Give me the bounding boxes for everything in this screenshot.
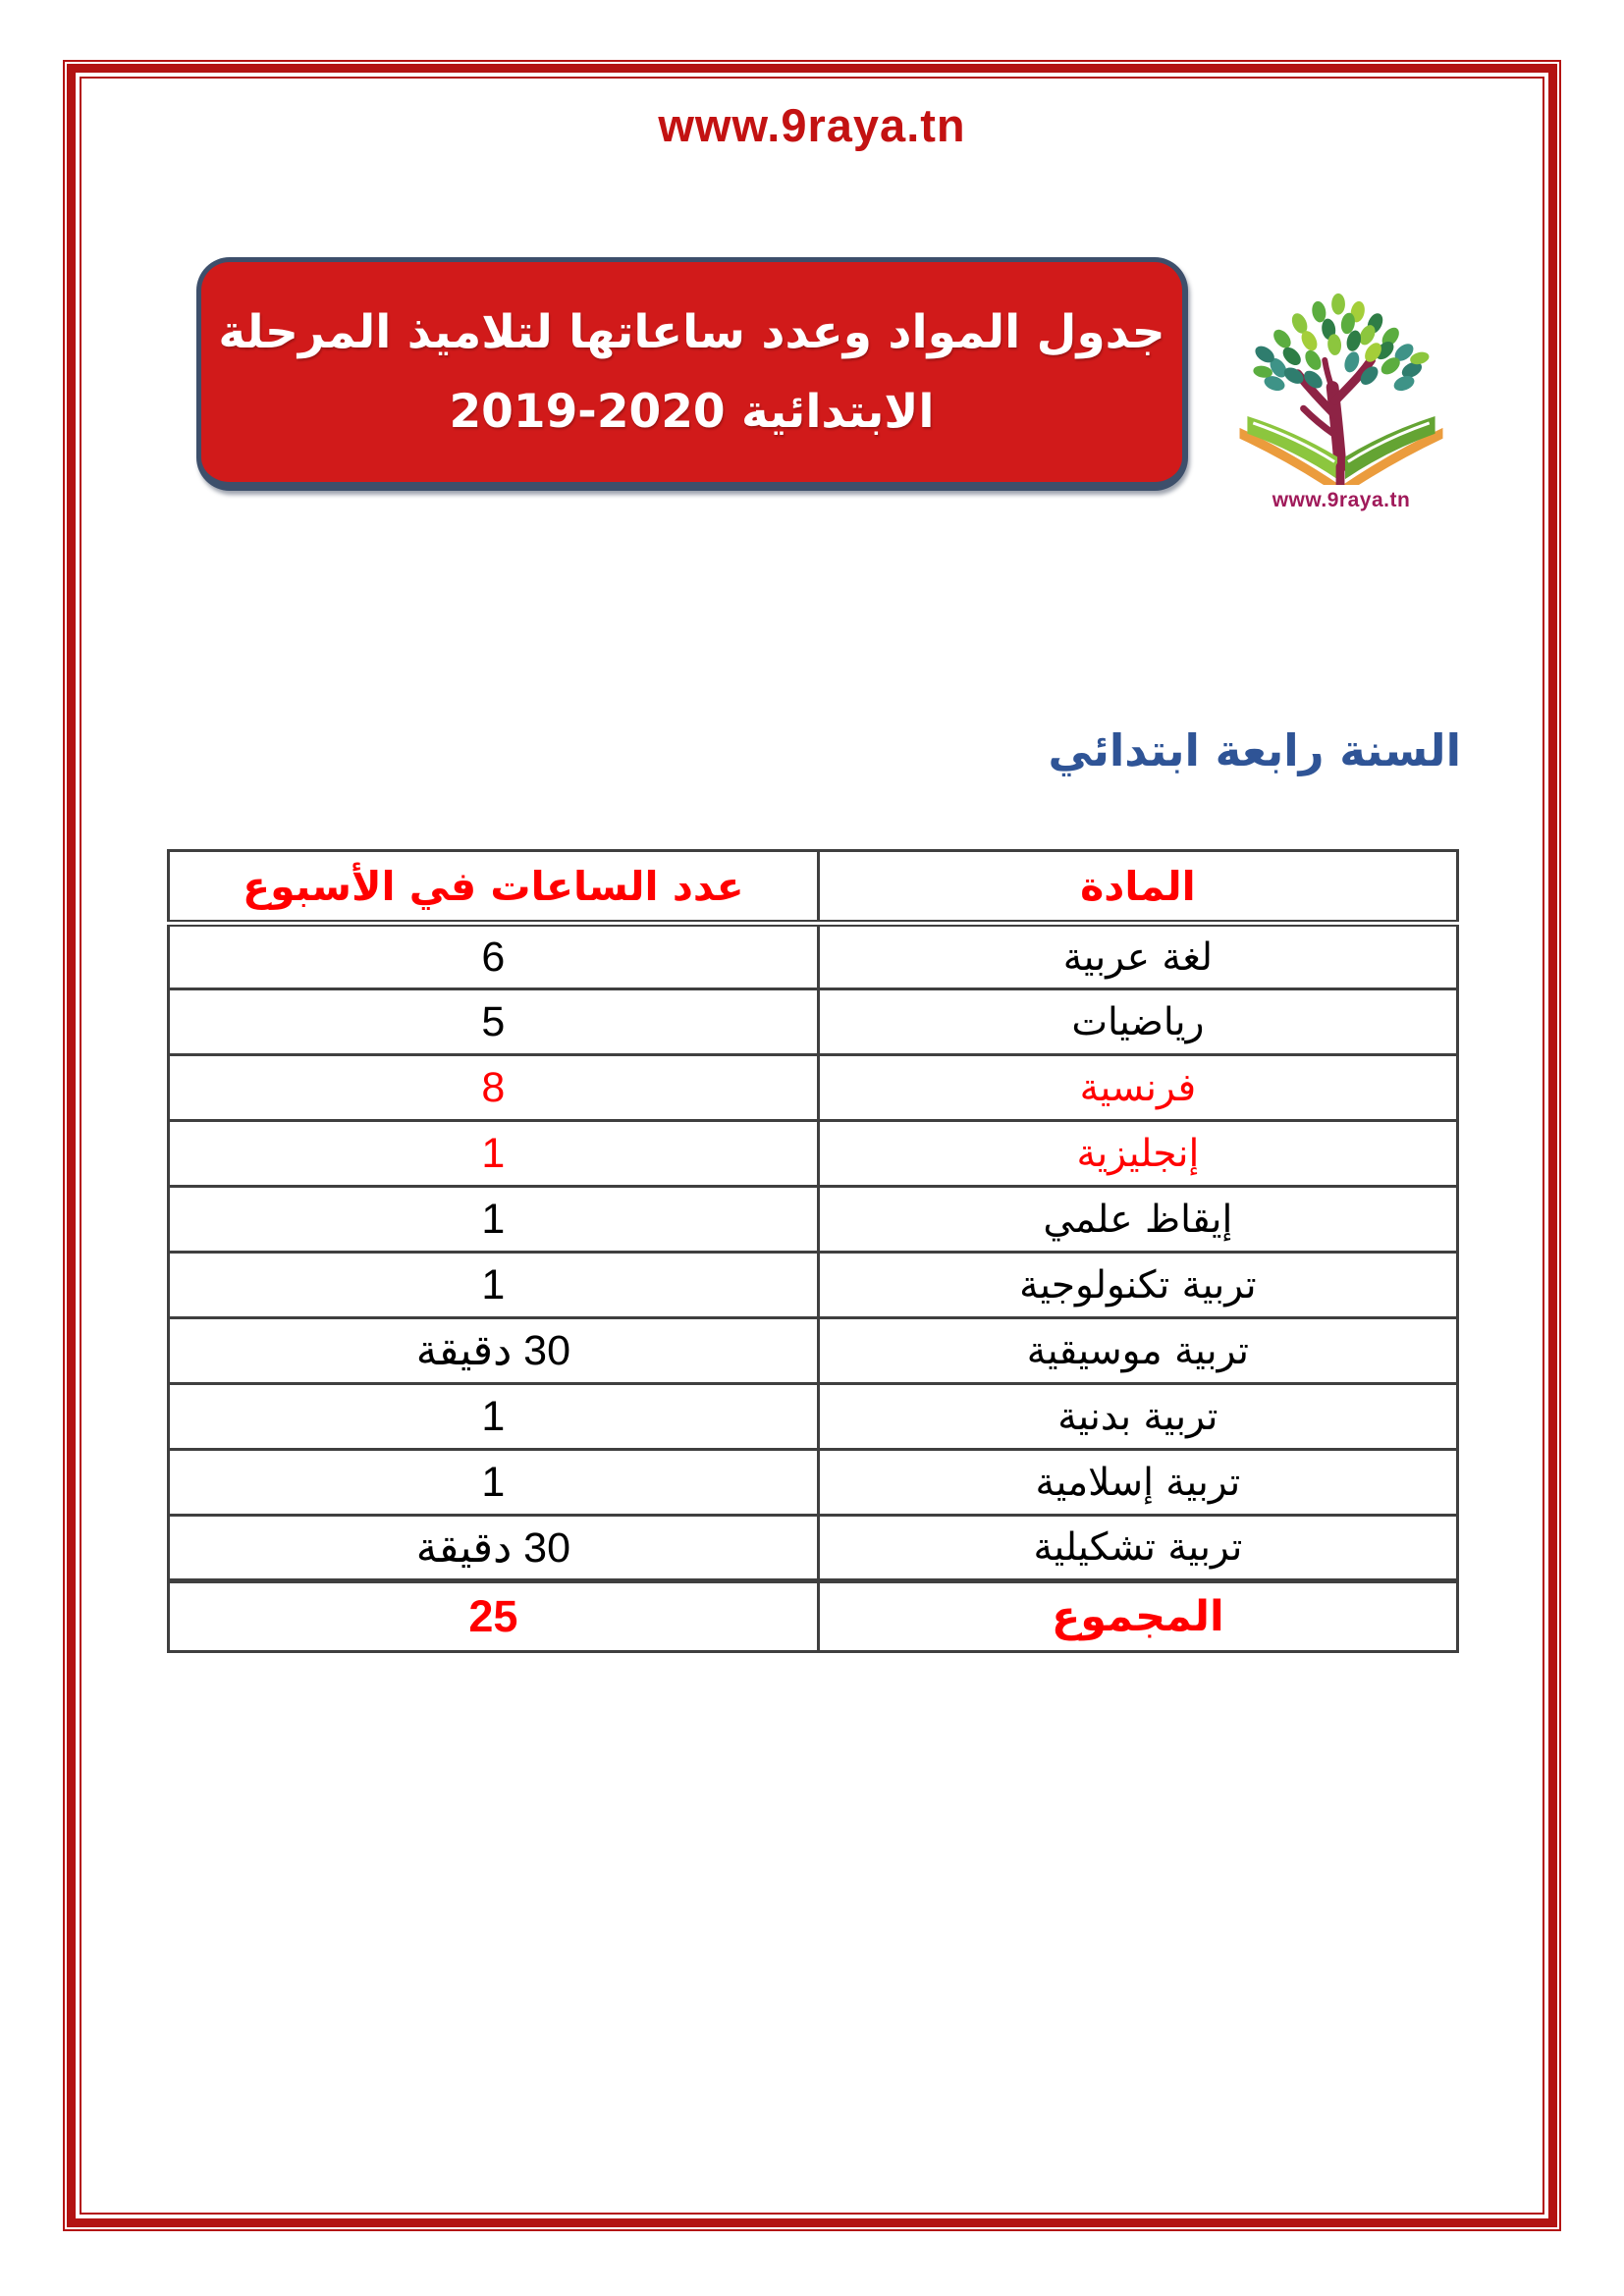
table-header-row	[169, 851, 1458, 924]
table-total-row	[169, 1581, 1458, 1652]
subject-cell: تربية تكنولوجية	[818, 1253, 1457, 1318]
hours-cell: 6	[169, 924, 819, 989]
total-value: 25	[169, 1581, 819, 1652]
table-row	[169, 1516, 1458, 1581]
hours-cell: 30 دقيقة	[169, 1516, 819, 1581]
hours-cell: 1	[169, 1253, 819, 1318]
subject-cell: لغة عربية	[818, 924, 1457, 989]
table-row	[169, 1187, 1458, 1253]
site-header-url: www.9raya.tn	[658, 99, 966, 151]
table-row	[169, 1318, 1458, 1384]
tree-leaves	[1252, 294, 1431, 394]
hours-cell: 8	[169, 1055, 819, 1121]
9raya-logo	[1219, 287, 1463, 512]
hours-cell: 1	[169, 1384, 819, 1450]
hours-cell: 1	[169, 1187, 819, 1253]
header-hours: عدد الساعات في الأسبوع	[169, 851, 819, 924]
subjects-table	[167, 849, 1459, 1653]
table-row	[169, 1450, 1458, 1516]
subject-cell: فرنسية	[818, 1055, 1457, 1121]
header-subject: المادة	[818, 851, 1457, 924]
subject-cell: تربية إسلامية	[818, 1450, 1457, 1516]
table-row	[169, 1121, 1458, 1187]
table-row	[169, 1253, 1458, 1318]
subject-cell: تربية بدنية	[818, 1384, 1457, 1450]
table-row	[169, 1055, 1458, 1121]
subject-cell: تربية موسيقية	[818, 1318, 1457, 1384]
subject-cell: إيقاظ علمي	[818, 1187, 1457, 1253]
banner-line-1: جدول المواد وعدد ساعاتها لتلاميذ المرحلة	[218, 305, 1165, 359]
section-title: السنة رابعة ابتدائي	[1048, 724, 1461, 776]
table-row	[169, 924, 1458, 989]
hours-cell: 30 دقيقة	[169, 1318, 819, 1384]
hours-cell: 5	[169, 989, 819, 1055]
table-row	[169, 1384, 1458, 1450]
subject-cell: رياضيات	[818, 989, 1457, 1055]
banner-line-2: الابتدائية 2020-2019	[449, 385, 935, 439]
logo-caption: www.9raya.tn	[1272, 489, 1411, 511]
tree-book-logo-icon	[1219, 287, 1463, 485]
subject-cell: إنجليزية	[818, 1121, 1457, 1187]
title-banner	[196, 257, 1188, 491]
subject-cell: تربية تشكيلية	[818, 1516, 1457, 1581]
hours-cell: 1	[169, 1121, 819, 1187]
total-label: المجموع	[818, 1581, 1457, 1652]
hours-cell: 1	[169, 1450, 819, 1516]
table-row	[169, 989, 1458, 1055]
